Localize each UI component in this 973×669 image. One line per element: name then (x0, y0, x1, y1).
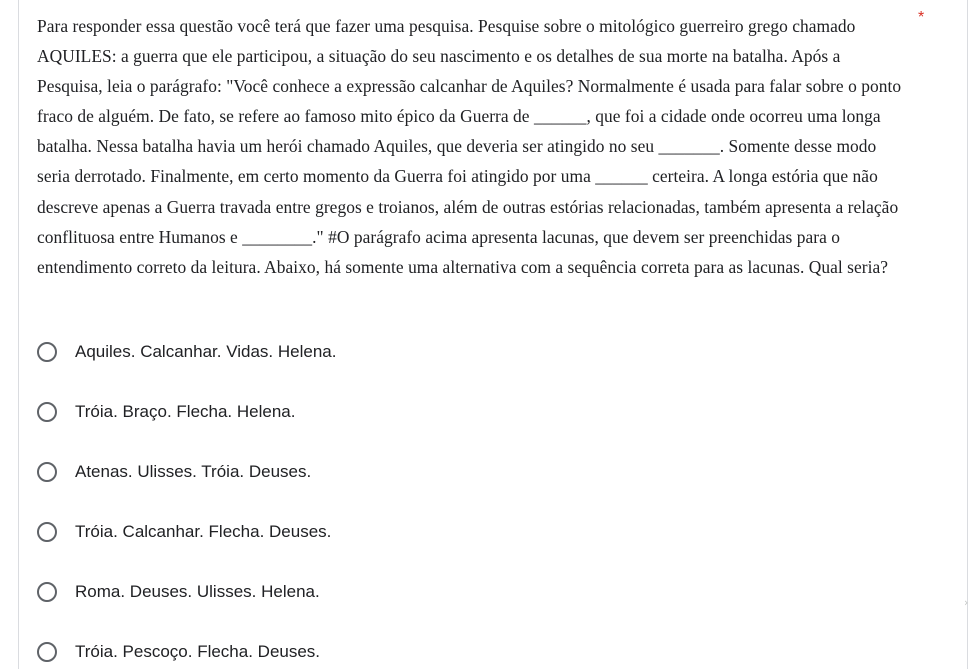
options-list (37, 337, 737, 669)
option-label: Roma. Deuses. Ulisses. Helena. (75, 582, 320, 601)
option-3[interactable] (37, 457, 737, 487)
option-1[interactable] (37, 337, 737, 367)
option-label: Atenas. Ulisses. Tróia. Deuses. (75, 462, 312, 481)
radio-unchecked-icon[interactable] (37, 462, 57, 482)
radio-unchecked-icon[interactable] (37, 522, 57, 542)
option-6[interactable] (37, 637, 737, 667)
required-asterisk: * (918, 9, 925, 26)
option-4[interactable] (37, 517, 737, 547)
option-label: Aquiles. Calcanhar. Vidas. Helena. (75, 342, 337, 361)
option-label: Tróia. Calcanhar. Flecha. Deuses. (75, 522, 332, 541)
chevron-right-icon: › (964, 596, 969, 609)
option-5[interactable] (37, 577, 737, 607)
option-label: Tróia. Pescoço. Flecha. Deuses. (75, 642, 321, 661)
question-text: Para responder essa questão você terá que fazer uma pesquisa. Pesquise sobre o mitológico guerreiro grego chamado AQUILES: a guerra que ele participou, a situação do seu nascimento e os detalhes de sua morte na batalha. Após a Pesquisa, leia o parágrafo: "Você conhece a expressão calcanhar de Aquiles? Normalmente é usada para falar sobre o ponto fraco de alguém. De fato, se refere ao famoso mito épico da Guerra de ______, que foi a cidade onde ocorreu uma longa batalha. Nessa batalha havia um herói chamado Aquiles, que deveria ser atingido no seu _______. Somente desse modo seria derrotado. Finalmente, em certo momento da Guerra foi atingido por uma ______ certeira. A longa estória que não descreve apenas a Guerra travada entre gregos e troianos, além de outras estórias relacionadas, também apresenta a relação conflituosa entre Humanos e ________." #O parágrafo acima apresenta lacunas, que devem ser preenchidas para o entendimento correto da leitura. Abaixo, há somente uma alternativa com a sequência correta para as lacunas. Qual seria? (37, 16, 902, 277)
radio-unchecked-icon[interactable] (37, 402, 57, 422)
radio-unchecked-icon[interactable] (37, 642, 57, 662)
radio-unchecked-icon[interactable] (37, 342, 57, 362)
radio-unchecked-icon[interactable] (37, 582, 57, 602)
option-2[interactable] (37, 397, 737, 427)
option-label: Tróia. Braço. Flecha. Helena. (75, 402, 296, 421)
